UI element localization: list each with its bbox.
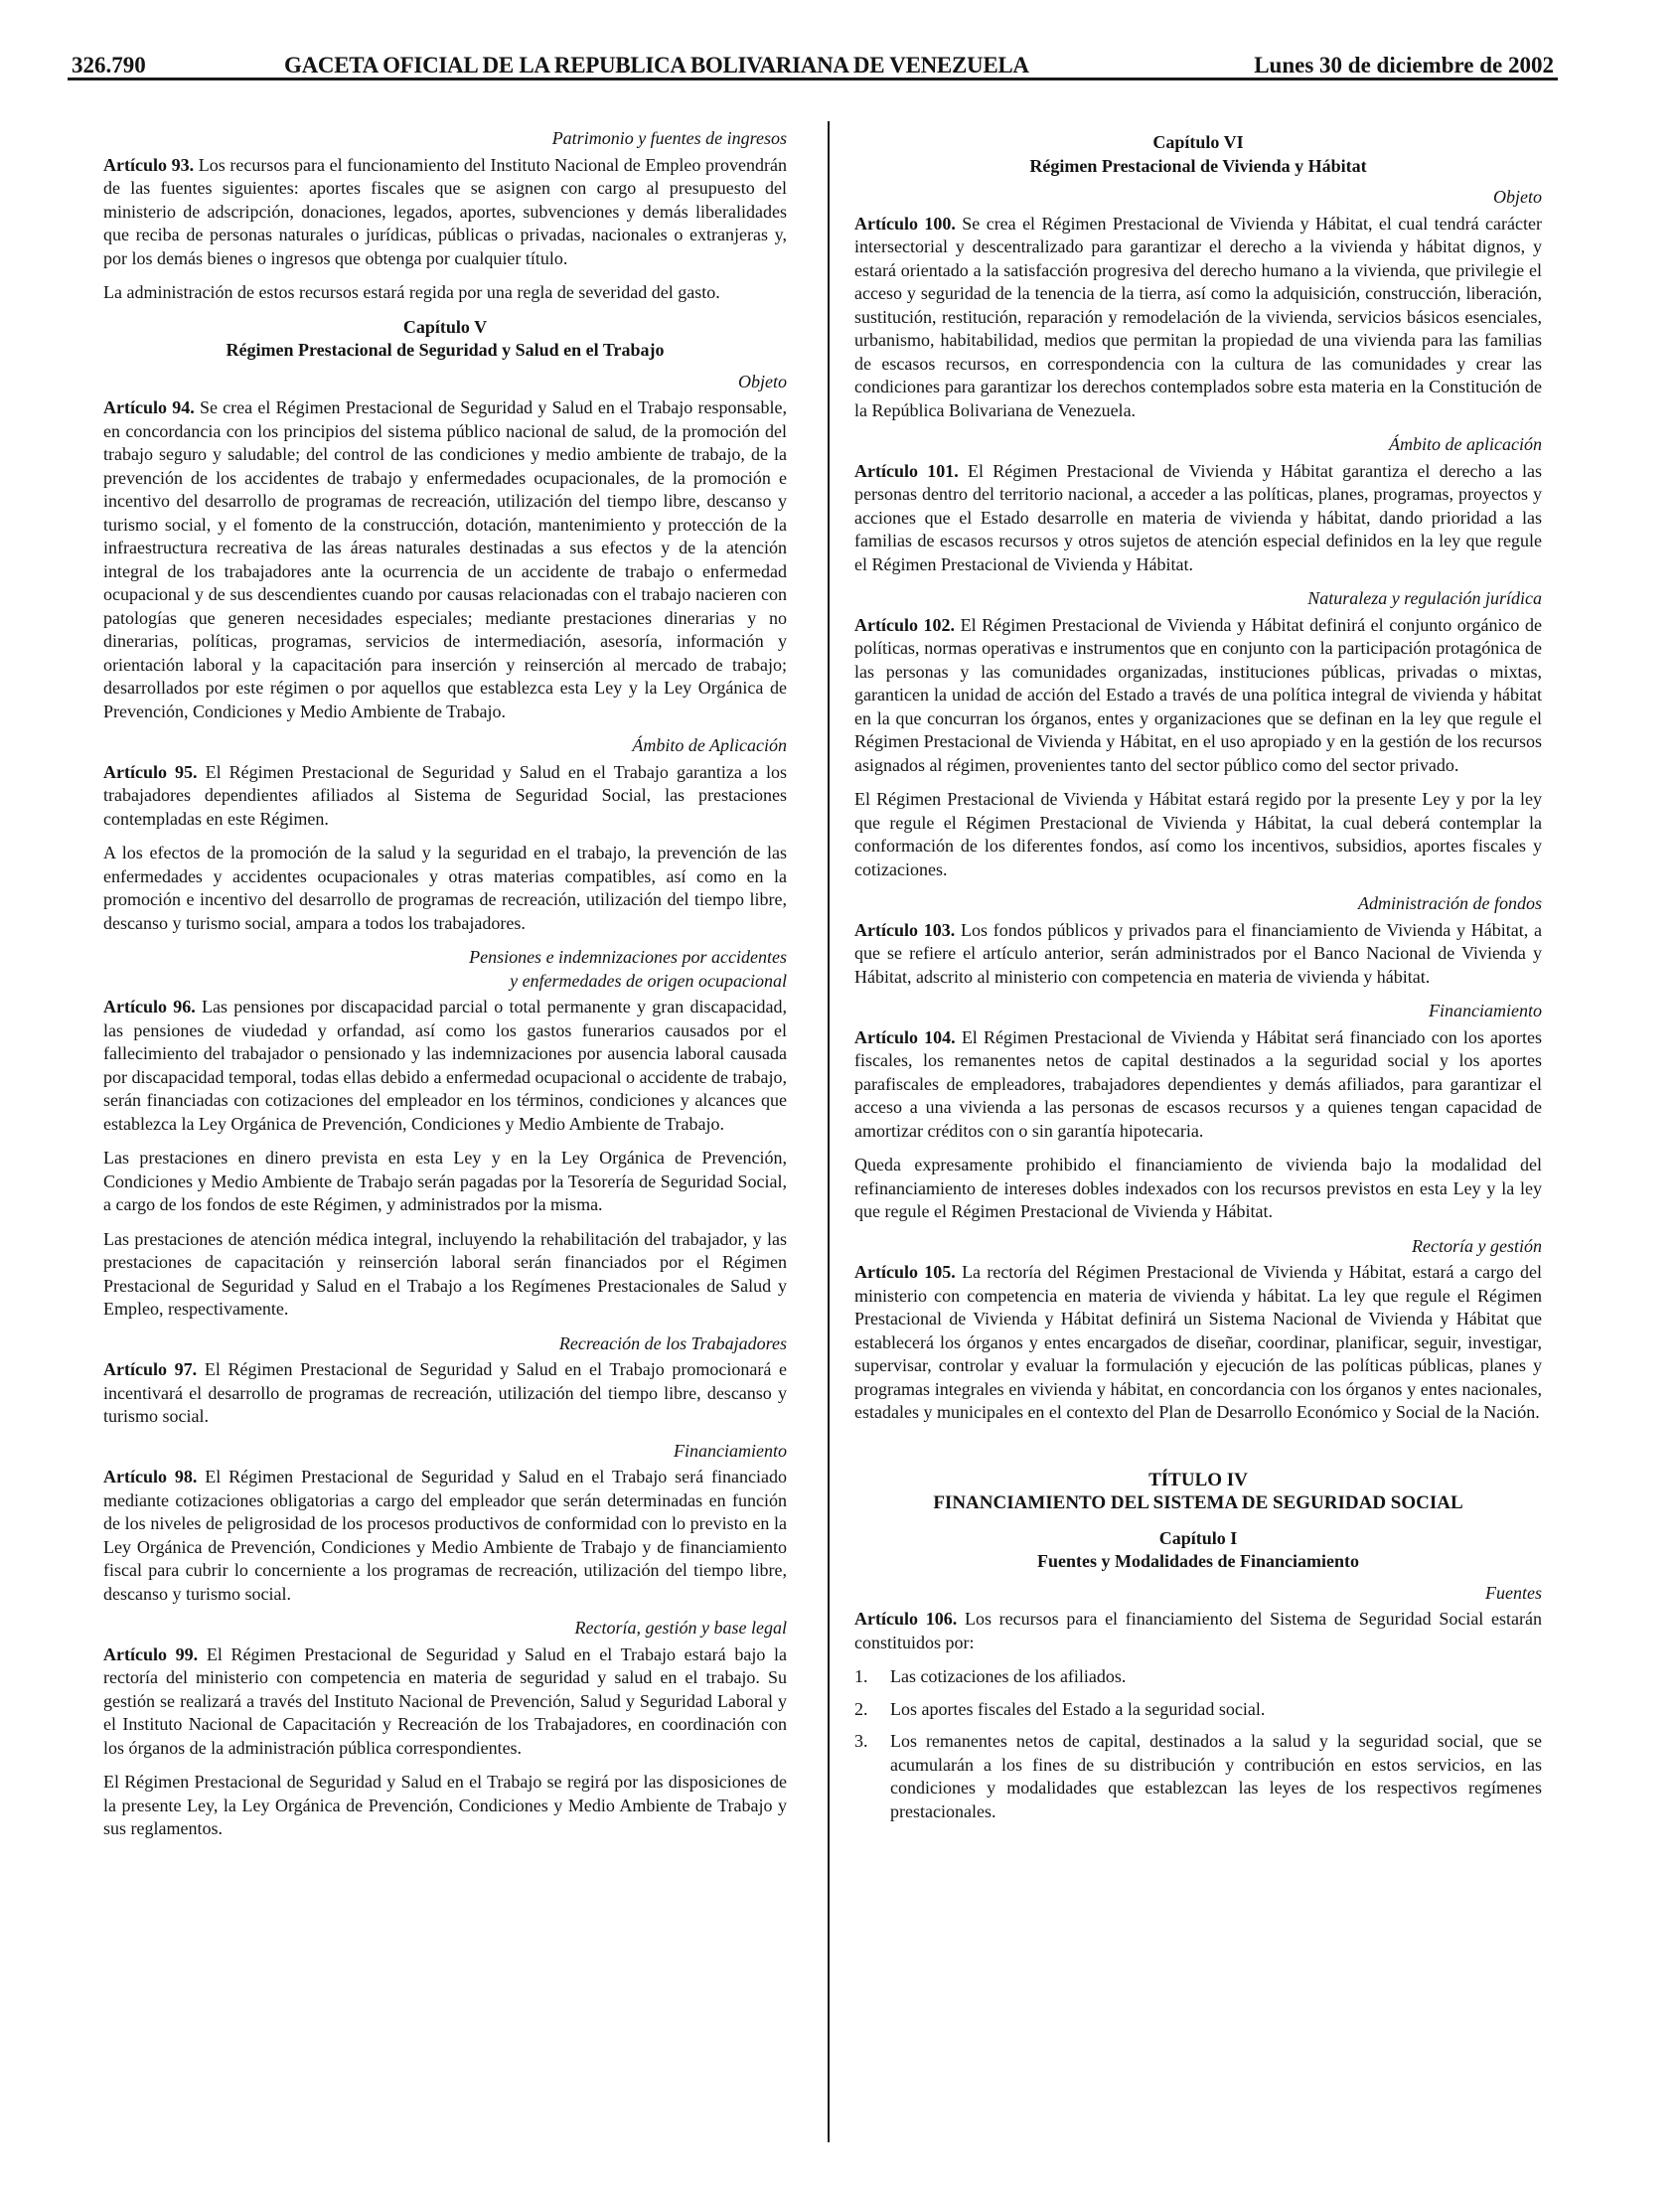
list-item (854, 1698, 1542, 1722)
article-label: Artículo 93. (103, 154, 195, 175)
section-subtitle: Rectoría, gestión y base legal (574, 1618, 787, 1638)
article-label: Artículo 101. (854, 460, 959, 481)
article-text: Los recursos para el funcionamiento del Instituto Nacional de Empleo provendrán de las fuentes siguientes: aportes fiscales que se asignen con cargo al presupuesto del ministerio de adscripción, donaciones, legados, aportes, subvenciones y demás liberalidades que reciba de personas naturales o jurídicas, públicas o privadas, nacionales o extranjeras y, por los demás bienes o ingresos que obtenga por cualquier título. (103, 154, 788, 268)
page-header (68, 42, 1558, 80)
article-99-paragraph: El Régimen Prestacional de Seguridad y Salud en el Trabajo se regirá por las disposiciones de la presente Ley, la Ley Orgánica de Prevención, Condiciones y Medio Ambiente de Trabajo y sus reglamentos. (103, 1772, 787, 1838)
article-text: Las pensiones por discapacidad parcial o total permanente y gran discapacidad, las pensiones de viudedad y orfandad, así como los gastos funerarios causados por el fallecimiento del trabajador o pensionado y las indemnizaciones por ausencia laboral causada por discapacidad temporal, todas ellas debido a enfermedad ocupacional o accidente de trabajo, serán financiadas con cotizaciones del empleador en los términos, condiciones y alcances que establezca la Ley Orgánica de Prevención, Condiciones y Medio Ambiente de Trabajo. (103, 997, 788, 1134)
article-93 (103, 154, 787, 271)
chapter-title: Capítulo VI (1152, 132, 1244, 152)
article-97 (103, 1358, 787, 1429)
article-93-paragraph: La administración de estos recursos estará regida por una regla de severidad del gasto. (103, 282, 720, 302)
article-104 (854, 1026, 1542, 1144)
section-subtitle: Financiamiento (1429, 1001, 1542, 1020)
title-name: FINANCIAMIENTO DEL SISTEMA DE SEGURIDAD SOCIAL (933, 1492, 1463, 1513)
chapter-title: Capítulo I (1158, 1527, 1238, 1548)
chapter-heading (854, 1527, 1542, 1574)
article-104-paragraph: Queda expresamente prohibido el financiamiento de vivienda bajo la modalidad del refinanciamiento de intereses dobles indexados con los recursos previstos en esta Ley y la ley que regule el Régimen Prestacional de Vivienda y Hábitat. (854, 1155, 1542, 1221)
section-subtitle: Naturaleza y regulación jurídica (1307, 588, 1542, 608)
section-subtitle: Objeto (738, 371, 787, 391)
article-text: El Régimen Prestacional de Seguridad y Salud en el Trabajo promocionará e incentivará el desarrollo de programas de recreación, utilización del tiempo libre, descanso y turismo social. (103, 1359, 787, 1426)
section-subtitle: Financiamiento (674, 1440, 787, 1461)
section-subtitle: Patrimonio y fuentes de ingresos (551, 128, 787, 148)
left-column (103, 127, 787, 1852)
chapter-title: Capítulo V (402, 316, 488, 337)
article-label: Artículo 99. (103, 1643, 199, 1664)
article-text: El Régimen Prestacional de Vivienda y Hábitat definirá el conjunto orgánico de políticas, normas operativas e instrumentos que en conjunto con la participación protagónica de las personas y las comunidades organizadas, instituciones públicas, privadas o mixtas, garanticen la unidad de acción del Estado a través de una política integral de vivienda y hábitat en la que concurran los órganos, entes y organizaciones que se definan en la ley que regule el Régimen Prestacional de Vivienda y Hábitat, en el uso apropiado y en la gestión de los recursos asignados al régimen, provenientes tanto del sector público como del sector privado. (854, 614, 1542, 775)
article-101 (854, 460, 1542, 577)
list-item-number: 1. (854, 1666, 868, 1686)
column-divider (828, 121, 830, 2142)
article-99 (103, 1643, 787, 1761)
article-text: Se crea el Régimen Prestacional de Vivienda y Hábitat, el cual tendrá carácter intersectorial y descentralizado para garantizar el derecho a la vivienda y hábitat dignos, y estará orientado a la satisfacción progresiva del derecho humano a la vivienda, que privilegie el acceso y seguridad de la tenencia de la tierra, así como la adquisición, construcción, liberación, sustitución, restitución, reparación y remodelación de la vivienda, servicios básicos esenciales, urbanismo, habitabilidad, medios que permitan la propiedad de una vivienda para las familias de escasos recursos, en correspondencia con la cultura de las comunidades y crear las condiciones para garantizar los derechos contemplados sobre esta materia en la Constitución de la República Bolivariana de Venezuela. (854, 213, 1542, 420)
section-subtitle (103, 946, 787, 993)
article-label: Artículo 104. (854, 1026, 956, 1047)
article-label: Artículo 105. (854, 1262, 956, 1282)
article-label: Artículo 96. (103, 997, 196, 1016)
list-item-text: Las cotizaciones de los afiliados. (890, 1666, 1127, 1686)
article-label: Artículo 103. (854, 919, 956, 940)
title-heading (854, 1469, 1542, 1515)
article-96-paragraph: Las prestaciones en dinero prevista en esta Ley y en la Ley Orgánica de Prevención, Condiciones y Medio Ambiente de Trabajo serán pagadas por la Tesorería de Seguridad Social, a cargo de los fondos de este Régimen, y administrados por la misma. (103, 1148, 787, 1214)
article-label: Artículo 94. (103, 397, 195, 417)
section-subtitle: Rectoría y gestión (1412, 1235, 1542, 1256)
section-subtitle: Fuentes (1485, 1582, 1542, 1603)
article-106-list (854, 1665, 1542, 1823)
article-label: Artículo 95. (103, 761, 198, 782)
section-subtitle: Recreación de los Trabajadores (558, 1332, 787, 1353)
article-105 (854, 1261, 1542, 1425)
article-text: Los fondos públicos y privados para el financiamiento de Vivienda y Hábitat, a que se refiere el artículo anterior, serán administrados por el Banco Nacional de Vivienda y Hábitat, adscrito al ministerio con competencia en materia de vivienda y hábitat. (854, 919, 1543, 987)
article-96 (103, 996, 787, 1136)
section-subtitle: Ámbito de aplicación (1389, 434, 1542, 454)
list-item-text: Los aportes fiscales del Estado a la seguridad social. (890, 1698, 1266, 1719)
chapter-heading (103, 316, 787, 363)
right-column (854, 127, 1542, 1832)
article-103 (854, 919, 1542, 990)
publication-title: GACETA OFICIAL DE LA REPUBLICA BOLIVARIANA DE VENEZUELA (284, 53, 1029, 78)
chapter-name: Régimen Prestacional de Vivienda y Hábitat (1029, 155, 1367, 176)
article-text: El Régimen Prestacional de Seguridad y Salud en el Trabajo garantiza a los trabajadores dependientes afiliados al Sistema de Seguridad Social, las prestaciones contempladas en este Régimen. (103, 761, 787, 829)
article-100 (854, 213, 1542, 423)
article-102 (854, 614, 1542, 778)
article-text: Los recursos para el financiamiento del Sistema de Seguridad Social estarán constituidos por: (854, 1609, 1542, 1652)
chapter-heading (854, 131, 1542, 178)
issue-date: Lunes 30 de diciembre de 2002 (1254, 53, 1554, 78)
article-106 (854, 1608, 1542, 1654)
chapter-name: Régimen Prestacional de Seguridad y Salud en el Trabajo (226, 340, 665, 360)
article-95 (103, 761, 787, 832)
article-text: El Régimen Prestacional de Seguridad y Salud en el Trabajo será financiado mediante cotizaciones obligatorias a cargo del empleador que serán determinadas en función de los niveles de peligrosidad de los procesos productivos de conformidad con lo previsto en la Ley Orgánica de Prevención, Condiciones y Medio Ambiente de Trabajo y de financiamiento fiscal para cubrir lo concerniente a los programas de recreación, utilización del tiempo libre, descanso y turismo social. (103, 1467, 788, 1604)
list-item (854, 1665, 1542, 1689)
section-subtitle: Administración de fondos (1358, 893, 1542, 913)
article-102-paragraph: El Régimen Prestacional de Vivienda y Hábitat estará regido por la presente Ley y por la ley que regule el Régimen Prestacional de Vivienda y Hábitat, la cual deberá contemplar la conformación de los diferentes fondos, así como los incentivos, subsidios, aportes fiscales y cotizaciones. (854, 789, 1542, 879)
article-text: El Régimen Prestacional de Vivienda y Hábitat garantiza el derecho a las personas dentro del territorio nacional, a acceder a las políticas, planes, programas, proyectos y acciones que el Estado desarrolle en materia de vivienda y hábitat, dando prioridad a las familias de escasos recursos y otros sujetos de atención especial definidos en la ley que regule el Régimen Prestacional de Vivienda y Hábitat. (854, 460, 1543, 574)
page-number: 326.790 (72, 53, 146, 78)
article-text: El Régimen Prestacional de Vivienda y Hábitat será financiado con los aportes fiscales, los remanentes netos de capital destinados a la seguridad social y los aportes parafiscales de empleadores, trabajadores dependientes y demás afiliados, para garantizar el acceso a una vivienda a las personas de escasos recursos y a quienes tengan capacidad de amortizar créditos con o sin garantía hipotecaria. (854, 1026, 1542, 1141)
list-item-number: 2. (854, 1698, 868, 1719)
article-text: El Régimen Prestacional de Seguridad y Salud en el Trabajo estará bajo la rectoría del ministerio con competencia en materia de seguridad y salud en el trabajo. Su gestión se realizará a través del Instituto Nacional de Prevención, Salud y Seguridad Laboral y el Instituto Nacional de Capacitación y Recreación de los Trabajadores, en coordinación con los órganos de la administración pública correspondientes. (103, 1643, 788, 1758)
article-98 (103, 1466, 787, 1606)
article-95-paragraph: A los efectos de la promoción de la salud y la seguridad en el trabajo, la prevención de las enfermedades y accidentes ocupacionales y otras materias compatibles, así como en la promoción e incentivo del desarrollo de programas de recreación, utilización del tiempo libre, descanso y turismo social, ampara a todos los trabajadores. (103, 843, 787, 933)
list-item-text: Los remanentes netos de capital, destinados a la salud y la seguridad social, que se acumularán a los fines de su distribución y contribución en estos servicios, en las condiciones y modalidades que establezcan las leyes de los respectivos regímenes prestacionales. (890, 1731, 1542, 1821)
article-label: Artículo 106. (854, 1609, 958, 1629)
list-item-number: 3. (854, 1731, 868, 1751)
article-label: Artículo 97. (103, 1359, 198, 1379)
subtitle-line: Pensiones e indemnizaciones por accidentes (469, 947, 787, 967)
article-label: Artículo 100. (854, 213, 956, 234)
subtitle-line: y enfermedades de origen ocupacional (510, 970, 787, 991)
article-text: La rectoría del Régimen Prestacional de Vivienda y Hábitat, estará a cargo del ministerio con competencia en materia de vivienda y hábitat. La ley que regule el Régimen Prestacional de Vivienda y Hábitat definirá un Sistema Nacional de Vivienda y Hábitat que establecerá los órganos y entes encargados de diseñar, coordinar, planificar, seguir, investigar, supervisar, controlar y evaluar la formulación y ejecución de las políticas públicas, planes y programas integrales en vivienda y hábitat, en concordancia con los órganos y entes nacionales, estadales y municipales en el contexto del Plan de Desarrollo Económico y Social de la Nación. (854, 1262, 1543, 1422)
section-subtitle: Ámbito de Aplicación (632, 735, 787, 755)
section-subtitle: Objeto (1493, 187, 1542, 207)
article-96-paragraph: Las prestaciones de atención médica integral, incluyendo la rehabilitación del trabajador, y las prestaciones de capacitación y reinserción laboral serán financiados por el Régimen Prestacional de Seguridad y Salud en el Trabajo a los Regímenes Prestacionales de Salud y Empleo, respectivamente. (103, 1228, 787, 1319)
article-label: Artículo 98. (103, 1467, 198, 1486)
article-label: Artículo 102. (854, 614, 956, 635)
list-item (854, 1730, 1542, 1823)
title-number: TÍTULO IV (1148, 1469, 1248, 1490)
article-94 (103, 396, 787, 723)
article-text: Se crea el Régimen Prestacional de Seguridad y Salud en el Trabajo responsable, en concordancia con los principios del sistema público nacional de salud, de la promoción del trabajo seguro y saludable; del control de las condiciones y medio ambiente de trabajo, de la prevención de los accidentes de trabajo y enfermedades ocupacionales, de la promoción e incentivo del desarrollo de programas de recreación, utilización del tiempo libre, descanso y turismo social, y el fomento de la construcción, dotación, mantenimiento y protección de la infraestructura recreativa de las áreas naturales destinadas a sus efectos y de la atención integral de los trabajadores ante la ocurrencia de un accidente de trabajo o enfermedad ocupacional y de sus descendientes cuando por causas relacionadas con el trabajo nacieren con patologías que generen necesidades especiales; mediante prestaciones dinerarias y no dinerarias, políticas, programas, servicios de intermediación, asesoría, información y orientación laboral y la capacitación para inserción y reinserción al mercado de trabajo; desarrollados por este régimen o por aquellos que establezca esta Ley y la Ley Orgánica de Prevención, Condiciones y Medio Ambiente de Trabajo. (103, 397, 787, 721)
chapter-name: Fuentes y Modalidades de Financiamiento (1036, 1551, 1359, 1571)
